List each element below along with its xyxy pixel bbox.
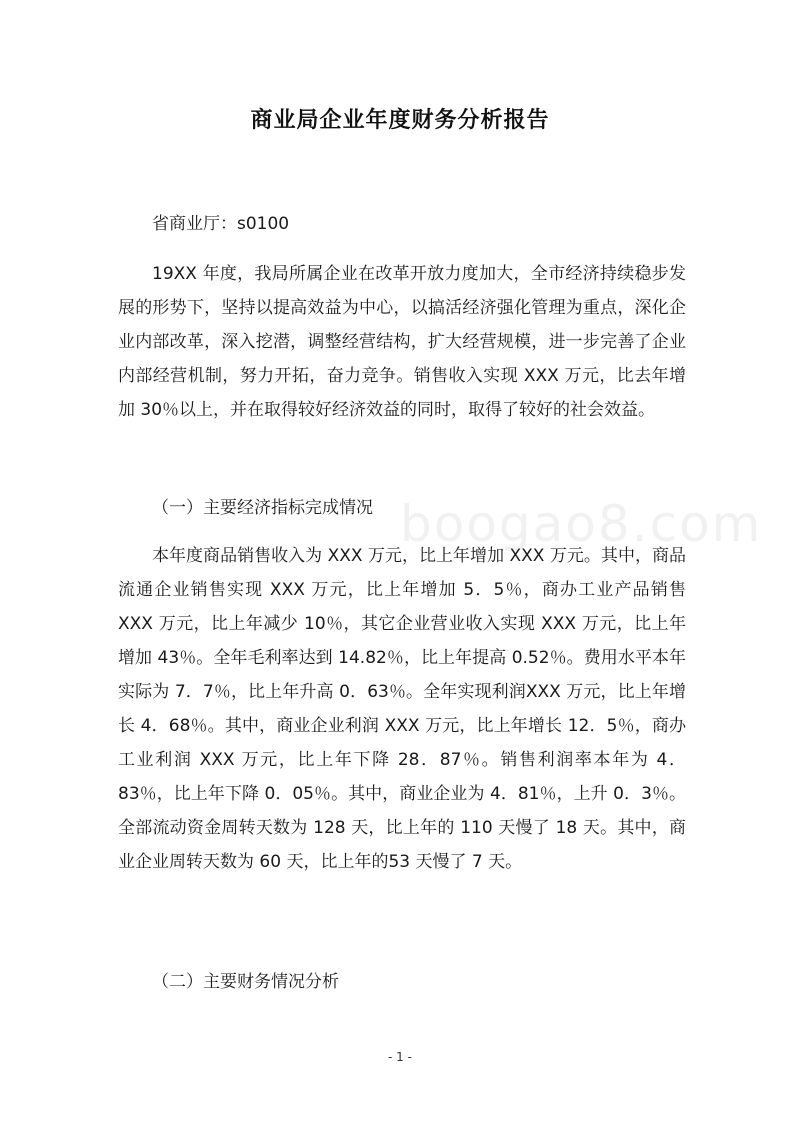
- intro-paragraph: 19XX 年度，我局所属企业在改革开放力度加大，全市经济持续稳步发展的形势下，坚持以提高效益为中心，以搞活经济强化管理为重点，深化企业内部改革，深入挖潜，调整经营结构，扩大经营规模，进一步完善了企业内部经营机制，努力开拓，奋力竞争。销售收入实现 XXX 万元，比去年增加 30％以上，并在取得较好经济效益的同时，取得了较好的社会效益。: [118, 264, 686, 420]
- section-1-paragraph: 本年度商品销售收入为 XXX 万元，比上年增加 XXX 万元。其中，商品流通企业销售实现 XXX 万元，比上年增加 5．5％，商办工业产品销售 XXX 万元，比上年减少 10％，其它企业营业收入实现 XXX 万元，比上年增加 43％。全年毛利率达到 14.82％，比上年提高 0.52％。费用水平本年实际为 7．7％，比上年升高 0．63％。全年实现利润XXX 万元，比上年增长 4．68％。其中，商业企业利润 XXX 万元，比上年增长 12．5％，商办工业利润 XXX 万元，比上年下降 28．87％。销售利润率本年为 4．83％，比上年下降 0．05％。其中，商业企业为 4．81％，上升 0．3％。全部流动资金周转天数为 128 天，比上年的 110 天慢了 18 天。其中，商业企业周转天数为 60 天，比上年的53 天慢了 7 天。: [118, 546, 686, 872]
- section-heading-2: （二）主要财务情况分析: [152, 972, 339, 992]
- page-number: - 1 -: [388, 1050, 412, 1064]
- watermark: boogao8.com: [400, 495, 763, 553]
- section-heading-1: （一）主要经济指标完成情况: [152, 498, 373, 518]
- sender-line: 省商业厅：s0100: [152, 214, 290, 234]
- document-title: 商业局企业年度财务分析报告: [250, 108, 550, 133]
